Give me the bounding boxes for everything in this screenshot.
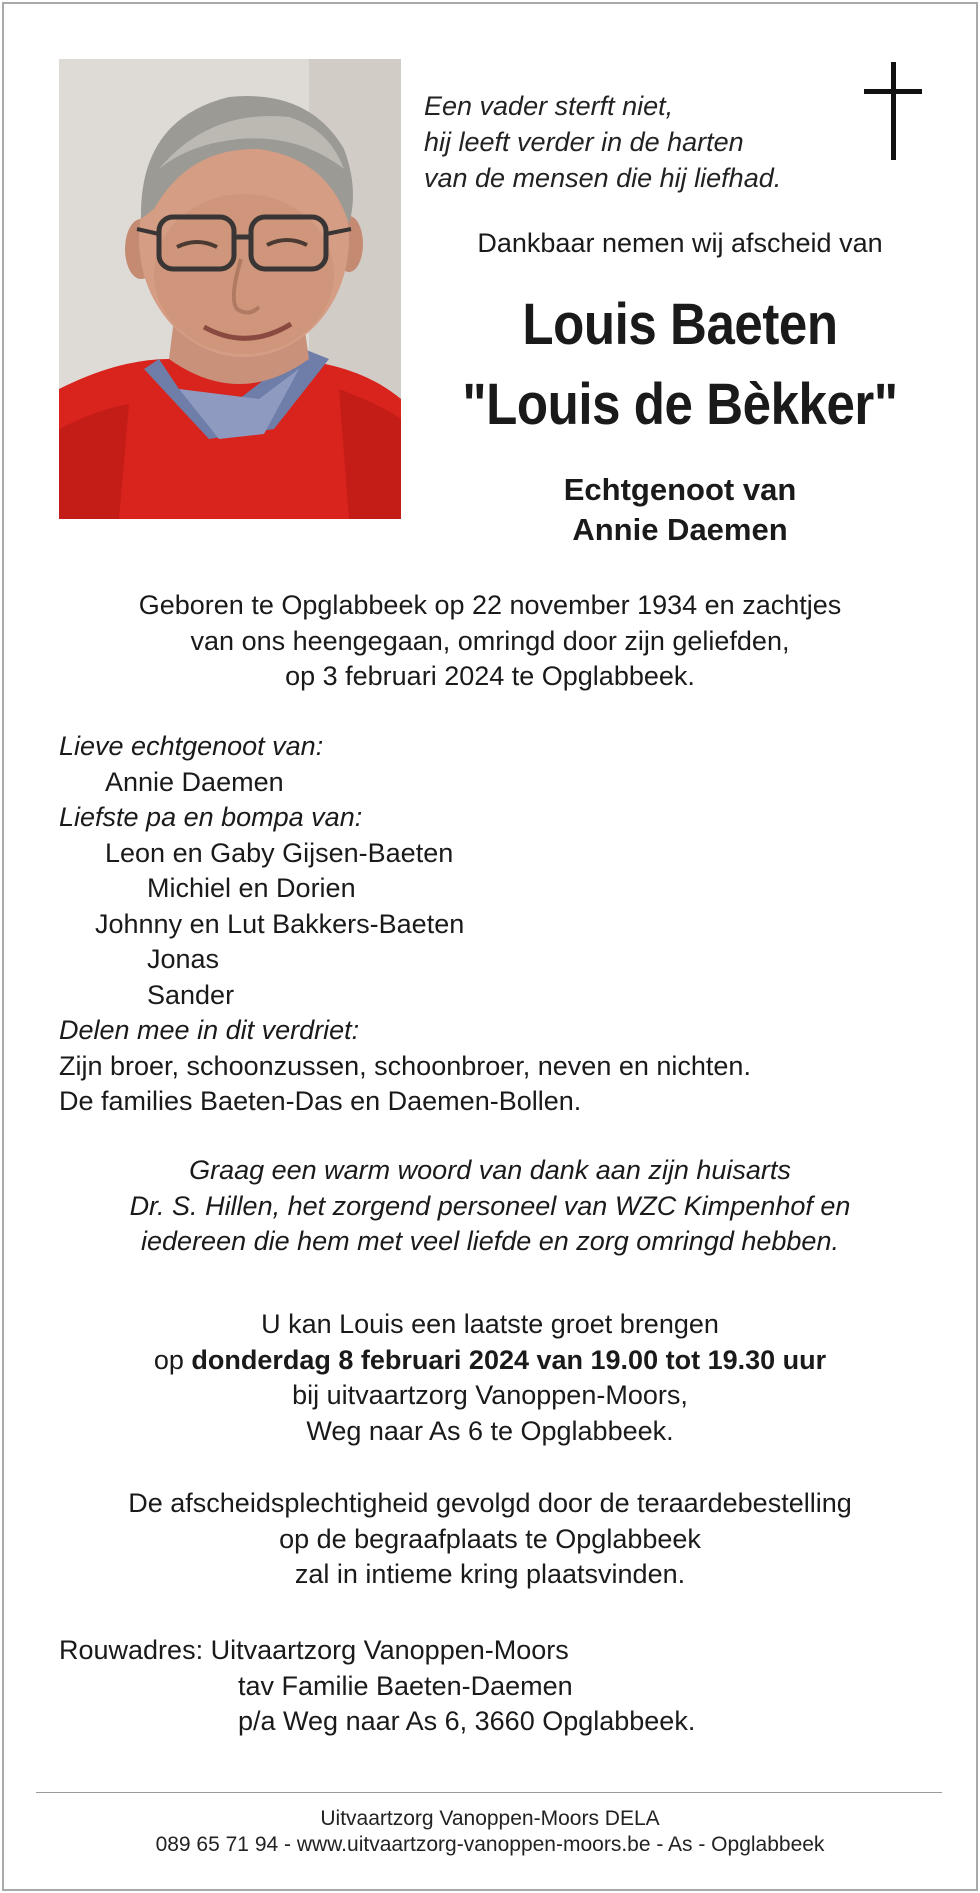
footer — [40, 1806, 940, 1858]
cross-icon — [864, 62, 922, 160]
spouse-heading — [420, 470, 940, 550]
poem — [424, 88, 781, 196]
footer-contact: 089 65 71 94 - www.uitvaartzorg-vanoppen-moors.be - As - Opglabbeek — [155, 1833, 825, 1856]
sharing-label: Delen mee in dit verdriet: — [59, 1015, 360, 1045]
family-member: Michiel en Dorien — [147, 873, 356, 903]
address-line: Rouwadres: Uitvaartzorg Vanoppen-Moors — [59, 1635, 569, 1665]
ceremony-line: De afscheidsplechtigheid gevolgd door de teraardebestelling — [128, 1488, 852, 1518]
portrait-illustration — [59, 59, 401, 519]
birth-line: Geboren te Opglabbeek op 22 november 1934 en zachtjes — [138, 590, 842, 620]
deceased-nickname: "Louis de Bèkker" — [462, 372, 898, 437]
ceremony-info — [40, 1486, 940, 1593]
children-list-label: Liefste pa en bompa van: — [59, 802, 363, 832]
poem-line: hij leeft verder in de harten — [424, 127, 744, 157]
portrait-photo — [59, 59, 401, 519]
ceremony-line: zal in intieme kring plaatsvinden. — [294, 1559, 686, 1589]
thanks-line: iedereen die hem met veel liefde en zorg omringd hebben. — [141, 1226, 839, 1256]
birth-line: van ons heengegaan, omringd door zijn geliefden, — [190, 625, 790, 656]
poem-line: van de mensen die hij liefhad. — [424, 163, 782, 193]
deceased-name: Louis Baeten — [522, 292, 838, 357]
visit-line: U kan Louis een laatste groet brengen — [261, 1309, 719, 1339]
condolence-address — [59, 1633, 695, 1740]
sharing-line: Zijn broer, schoonzussen, schoonbroer, neven en nichten. — [59, 1050, 751, 1081]
address-line: tav Familie Baeten-Daemen — [238, 1670, 573, 1701]
thanks-line: Graag een warm woord van dank aan zijn huisarts — [189, 1155, 791, 1185]
visit-prefix: op — [153, 1344, 192, 1375]
family-member: Annie Daemen — [105, 766, 284, 797]
ceremony-line: op de begraafplaats te Opglabbeek — [279, 1523, 701, 1554]
family-member: Leon en Gaby Gijsen-Baeten — [105, 837, 454, 868]
family-member: Sander — [147, 979, 235, 1010]
spouse-name: Annie Daemen — [572, 512, 788, 547]
family-member: Johnny en Lut Bakkers-Baeten — [95, 908, 465, 939]
birth-line: op 3 februari 2024 te Opglabbeek. — [285, 661, 695, 691]
spouse-label: Echtgenoot van — [563, 472, 797, 507]
family-member: Jonas — [147, 944, 220, 974]
intro-text: Dankbaar nemen wij afscheid van — [477, 228, 883, 258]
visit-line: bij uitvaartzorg Vanoppen-Moors, — [292, 1380, 688, 1410]
poem-line: Een vader sterft niet, — [424, 91, 674, 121]
sharing-line: De families Baeten-Das en Daemen-Bollen. — [59, 1086, 582, 1116]
footer-divider — [36, 1792, 942, 1793]
address-line: p/a Weg naar As 6, 3660 Opglabbeek. — [238, 1706, 696, 1736]
birth-announcement — [40, 588, 940, 695]
thanks-text — [40, 1153, 940, 1260]
family-list — [59, 729, 751, 1120]
footer-company: Uitvaartzorg Vanoppen-Moors DELA — [320, 1807, 660, 1830]
visit-datetime: donderdag 8 februari 2024 van 19.00 tot 19.30 uur — [191, 1344, 827, 1375]
visitation-info — [40, 1307, 940, 1449]
spouse-list-label: Lieve echtgenoot van: — [59, 731, 324, 761]
thanks-line: Dr. S. Hillen, het zorgend personeel van WZC Kimpenhof en — [129, 1190, 851, 1221]
visit-line: Weg naar As 6 te Opglabbeek. — [306, 1415, 674, 1446]
visit-datetime-line — [40, 1343, 940, 1379]
